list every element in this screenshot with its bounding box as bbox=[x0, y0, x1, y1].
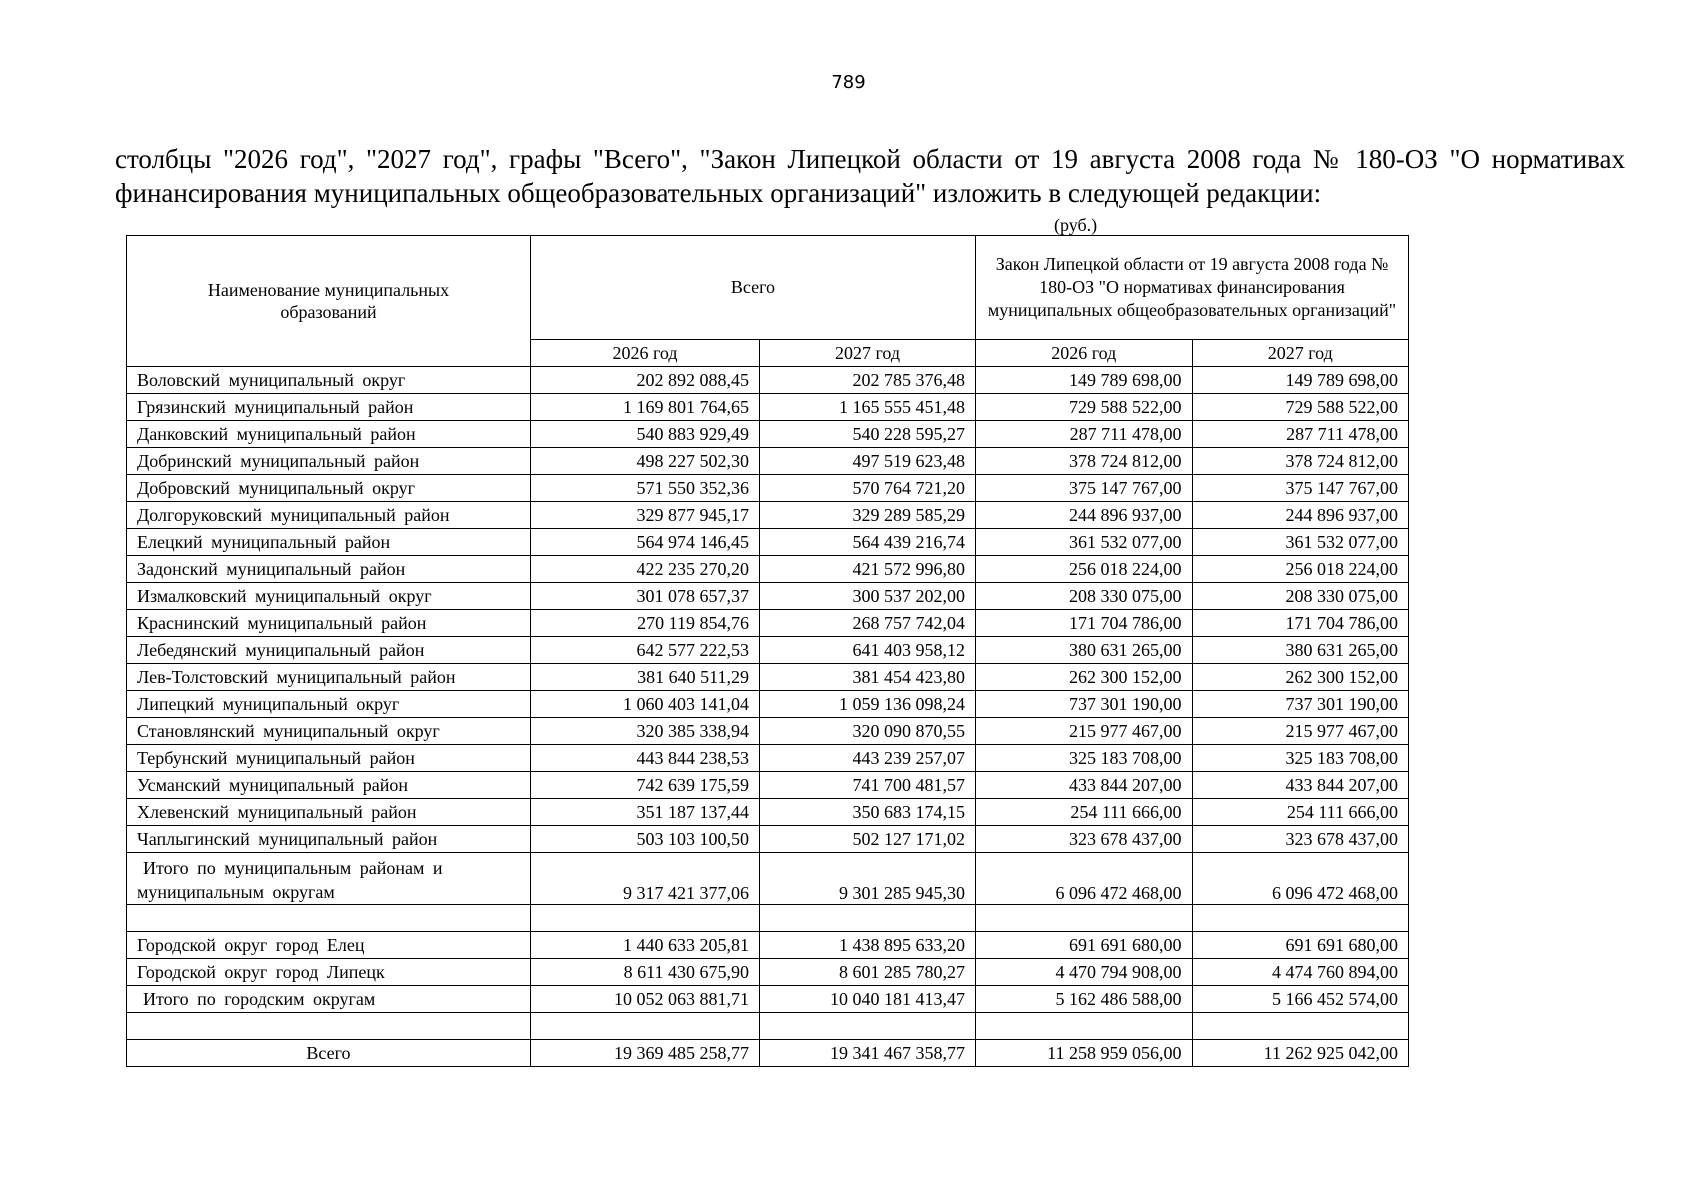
row-total-2026: 540 883 929,49 bbox=[531, 421, 760, 448]
row-law-2027: 433 844 207,00 bbox=[1192, 772, 1409, 799]
table-row bbox=[127, 718, 1409, 745]
row-law-2026: 254 111 666,00 bbox=[976, 799, 1193, 826]
grand-total-2026: 19 369 485 258,77 bbox=[531, 1040, 760, 1067]
row-law-2027: 380 631 265,00 bbox=[1192, 637, 1409, 664]
table-body bbox=[127, 367, 1409, 1067]
header-total: Всего bbox=[531, 236, 976, 340]
subtotal-districts-label: Итого по муниципальным районам и муниципальным округам bbox=[127, 853, 531, 905]
row-total-2026: 1 169 801 764,65 bbox=[531, 394, 760, 421]
row-name: Долгоруковский муниципальный район bbox=[127, 502, 531, 529]
row-law-2026: 287 711 478,00 bbox=[976, 421, 1193, 448]
row-law-2026: 262 300 152,00 bbox=[976, 664, 1193, 691]
row-name: Воловский муниципальный округ bbox=[127, 367, 531, 394]
row-law-2026: 4 470 794 908,00 bbox=[976, 959, 1193, 986]
header-law: Закон Липецкой области от 19 августа 2008 года № 180-ОЗ "О нормативах финансирования муниципальных общеобразовательных организаций" bbox=[976, 236, 1409, 340]
table-row bbox=[127, 421, 1409, 448]
row-total-2027: 502 127 171,02 bbox=[760, 826, 976, 853]
row-law-2026: 433 844 207,00 bbox=[976, 772, 1193, 799]
row-name: Задонский муниципальный район bbox=[127, 556, 531, 583]
row-name: Лев-Толстовский муниципальный район bbox=[127, 664, 531, 691]
row-law-2026: 378 724 812,00 bbox=[976, 448, 1193, 475]
row-name: Добринский муниципальный район bbox=[127, 448, 531, 475]
row-total-2027: 443 239 257,07 bbox=[760, 745, 976, 772]
grand-total-2027: 19 341 467 358,77 bbox=[760, 1040, 976, 1067]
row-total-2027: 320 090 870,55 bbox=[760, 718, 976, 745]
intro-paragraph: столбцы "2026 год", "2027 год", графы "Всего", "Закон Липецкой области от 19 августа 2008 года № 180-ОЗ "О нормативах финансирования муниципальных общеобразовательных организаций" изложить в следующей редакции: bbox=[115, 144, 1625, 208]
row-total-2027: 202 785 376,48 bbox=[760, 367, 976, 394]
row-total-2027: 350 683 174,15 bbox=[760, 799, 976, 826]
row-name: Хлевенский муниципальный район bbox=[127, 799, 531, 826]
row-total-2027: 268 757 742,04 bbox=[760, 610, 976, 637]
row-total-2026: 320 385 338,94 bbox=[531, 718, 760, 745]
row-total-2026: 1 440 633 205,81 bbox=[531, 932, 760, 959]
row-law-2026: 323 678 437,00 bbox=[976, 826, 1193, 853]
row-total-2026: 351 187 137,44 bbox=[531, 799, 760, 826]
row-total-2027: 564 439 216,74 bbox=[760, 529, 976, 556]
row-law-2027: 287 711 478,00 bbox=[1192, 421, 1409, 448]
table-row bbox=[127, 772, 1409, 799]
row-law-2026: 256 018 224,00 bbox=[976, 556, 1193, 583]
table-row bbox=[127, 799, 1409, 826]
row-law-2027: 4 474 760 894,00 bbox=[1192, 959, 1409, 986]
table-row bbox=[127, 367, 1409, 394]
row-law-2026: 244 896 937,00 bbox=[976, 502, 1193, 529]
subtotal-cities-law-2027: 5 166 452 574,00 bbox=[1192, 986, 1409, 1013]
subtotal-cities-law-2026: 5 162 486 588,00 bbox=[976, 986, 1193, 1013]
row-total-2027: 1 438 895 633,20 bbox=[760, 932, 976, 959]
grand-total-row bbox=[127, 1040, 1409, 1067]
row-total-2026: 270 119 854,76 bbox=[531, 610, 760, 637]
funding-table bbox=[126, 235, 1409, 1067]
row-total-2026: 381 640 511,29 bbox=[531, 664, 760, 691]
subtotal-districts-total-2027: 9 301 285 945,30 bbox=[760, 853, 976, 905]
table-row bbox=[127, 826, 1409, 853]
row-name: Чаплыгинский муниципальный район bbox=[127, 826, 531, 853]
row-law-2026: 737 301 190,00 bbox=[976, 691, 1193, 718]
row-name: Лебедянский муниципальный район bbox=[127, 637, 531, 664]
row-total-2027: 641 403 958,12 bbox=[760, 637, 976, 664]
row-law-2027: 256 018 224,00 bbox=[1192, 556, 1409, 583]
row-name: Краснинский муниципальный район bbox=[127, 610, 531, 637]
row-law-2026: 691 691 680,00 bbox=[976, 932, 1193, 959]
row-law-2027: 737 301 190,00 bbox=[1192, 691, 1409, 718]
table-row bbox=[127, 637, 1409, 664]
row-total-2027: 300 537 202,00 bbox=[760, 583, 976, 610]
row-law-2027: 729 588 522,00 bbox=[1192, 394, 1409, 421]
row-total-2027: 540 228 595,27 bbox=[760, 421, 976, 448]
subtotal-districts-law-2027: 6 096 472 468,00 bbox=[1192, 853, 1409, 905]
header-total-2027: 2027 год bbox=[760, 340, 976, 367]
row-total-2027: 741 700 481,57 bbox=[760, 772, 976, 799]
row-name: Липецкий муниципальный округ bbox=[127, 691, 531, 718]
row-total-2026: 642 577 222,53 bbox=[531, 637, 760, 664]
row-law-2026: 361 532 077,00 bbox=[976, 529, 1193, 556]
row-total-2027: 570 764 721,20 bbox=[760, 475, 976, 502]
row-name: Елецкий муниципальный район bbox=[127, 529, 531, 556]
row-law-2026: 208 330 075,00 bbox=[976, 583, 1193, 610]
row-total-2026: 571 550 352,36 bbox=[531, 475, 760, 502]
row-name: Городской округ город Липецк bbox=[127, 959, 531, 986]
table-row bbox=[127, 583, 1409, 610]
row-total-2027: 421 572 996,80 bbox=[760, 556, 976, 583]
row-total-2027: 1 059 136 098,24 bbox=[760, 691, 976, 718]
row-law-2027: 171 704 786,00 bbox=[1192, 610, 1409, 637]
table-row bbox=[127, 691, 1409, 718]
row-total-2026: 564 974 146,45 bbox=[531, 529, 760, 556]
row-law-2027: 149 789 698,00 bbox=[1192, 367, 1409, 394]
row-law-2026: 375 147 767,00 bbox=[976, 475, 1193, 502]
row-law-2027: 325 183 708,00 bbox=[1192, 745, 1409, 772]
row-total-2026: 503 103 100,50 bbox=[531, 826, 760, 853]
row-total-2026: 443 844 238,53 bbox=[531, 745, 760, 772]
row-law-2026: 171 704 786,00 bbox=[976, 610, 1193, 637]
subtotal-cities-row bbox=[127, 986, 1409, 1013]
table-row bbox=[127, 394, 1409, 421]
header-law-2027: 2027 год bbox=[1192, 340, 1409, 367]
table-row bbox=[127, 745, 1409, 772]
row-name: Тербунский муниципальный район bbox=[127, 745, 531, 772]
header-law-2026: 2026 год bbox=[976, 340, 1193, 367]
row-law-2027: 361 532 077,00 bbox=[1192, 529, 1409, 556]
row-law-2026: 215 977 467,00 bbox=[976, 718, 1193, 745]
row-name: Измалковский муниципальный округ bbox=[127, 583, 531, 610]
table-row bbox=[127, 529, 1409, 556]
row-name: Грязинский муниципальный район bbox=[127, 394, 531, 421]
row-law-2027: 323 678 437,00 bbox=[1192, 826, 1409, 853]
row-law-2027: 208 330 075,00 bbox=[1192, 583, 1409, 610]
table-row bbox=[127, 502, 1409, 529]
row-name: Становлянский муниципальный округ bbox=[127, 718, 531, 745]
table-row bbox=[127, 959, 1409, 986]
row-total-2027: 1 165 555 451,48 bbox=[760, 394, 976, 421]
row-law-2026: 325 183 708,00 bbox=[976, 745, 1193, 772]
table-row bbox=[127, 448, 1409, 475]
unit-label: (руб.) bbox=[1054, 215, 1098, 235]
row-law-2027: 691 691 680,00 bbox=[1192, 932, 1409, 959]
row-name: Городской округ город Елец bbox=[127, 932, 531, 959]
row-law-2027: 262 300 152,00 bbox=[1192, 664, 1409, 691]
row-name: Добровский муниципальный округ bbox=[127, 475, 531, 502]
row-total-2026: 498 227 502,30 bbox=[531, 448, 760, 475]
subtotal-cities-total-2026: 10 052 063 881,71 bbox=[531, 986, 760, 1013]
blank-row bbox=[127, 1013, 1409, 1040]
row-total-2026: 329 877 945,17 bbox=[531, 502, 760, 529]
row-total-2026: 422 235 270,20 bbox=[531, 556, 760, 583]
subtotal-districts-row bbox=[127, 853, 1409, 905]
row-total-2026: 742 639 175,59 bbox=[531, 772, 760, 799]
page-number: 789 bbox=[831, 72, 866, 93]
row-total-2027: 497 519 623,48 bbox=[760, 448, 976, 475]
row-law-2027: 375 147 767,00 bbox=[1192, 475, 1409, 502]
row-total-2027: 8 601 285 780,27 bbox=[760, 959, 976, 986]
header-municipality-name: Наименование муниципальных образований bbox=[127, 236, 531, 367]
blank-row bbox=[127, 905, 1409, 932]
table-row bbox=[127, 610, 1409, 637]
row-name: Данковский муниципальный район bbox=[127, 421, 531, 448]
header-total-2026: 2026 год bbox=[531, 340, 760, 367]
subtotal-cities-total-2027: 10 040 181 413,47 bbox=[760, 986, 976, 1013]
subtotal-districts-law-2026: 6 096 472 468,00 bbox=[976, 853, 1193, 905]
grand-total-law-2027: 11 262 925 042,00 bbox=[1192, 1040, 1409, 1067]
row-total-2027: 381 454 423,80 bbox=[760, 664, 976, 691]
row-law-2027: 378 724 812,00 bbox=[1192, 448, 1409, 475]
row-law-2027: 254 111 666,00 bbox=[1192, 799, 1409, 826]
table-row bbox=[127, 556, 1409, 583]
row-total-2026: 202 892 088,45 bbox=[531, 367, 760, 394]
row-total-2026: 301 078 657,37 bbox=[531, 583, 760, 610]
subtotal-cities-label: Итого по городским округам bbox=[127, 986, 531, 1013]
row-total-2026: 1 060 403 141,04 bbox=[531, 691, 760, 718]
grand-total-law-2026: 11 258 959 056,00 bbox=[976, 1040, 1193, 1067]
row-law-2026: 149 789 698,00 bbox=[976, 367, 1193, 394]
row-total-2026: 8 611 430 675,90 bbox=[531, 959, 760, 986]
row-total-2027: 329 289 585,29 bbox=[760, 502, 976, 529]
subtotal-districts-total-2026: 9 317 421 377,06 bbox=[531, 853, 760, 905]
table-row bbox=[127, 664, 1409, 691]
row-law-2027: 215 977 467,00 bbox=[1192, 718, 1409, 745]
table-row bbox=[127, 932, 1409, 959]
row-law-2026: 380 631 265,00 bbox=[976, 637, 1193, 664]
row-name: Усманский муниципальный район bbox=[127, 772, 531, 799]
grand-total-label: Всего bbox=[127, 1040, 531, 1067]
row-law-2027: 244 896 937,00 bbox=[1192, 502, 1409, 529]
row-law-2026: 729 588 522,00 bbox=[976, 394, 1193, 421]
table-row bbox=[127, 475, 1409, 502]
